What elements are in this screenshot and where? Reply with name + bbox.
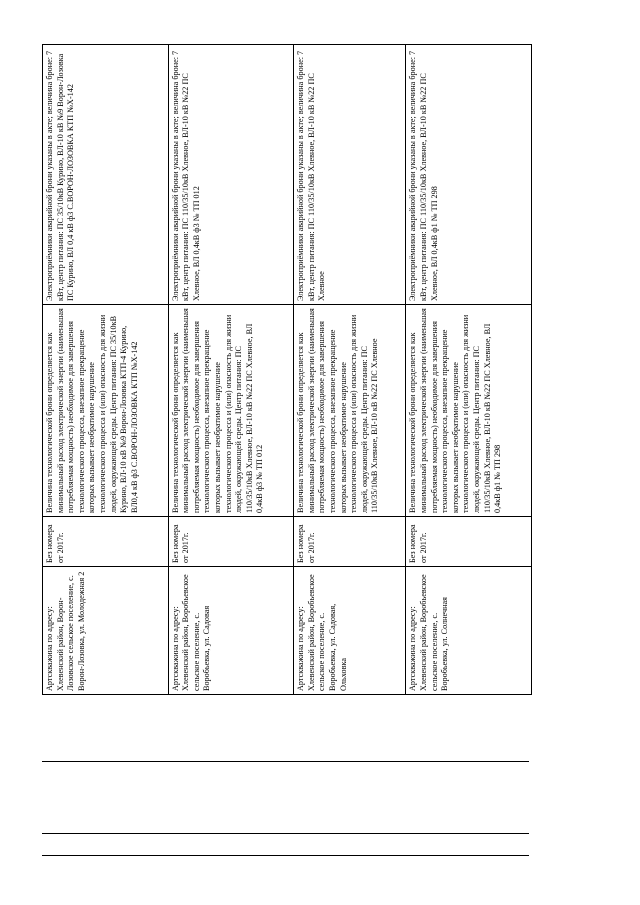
table-row: [406, 45, 532, 695]
divider-line: [42, 761, 529, 762]
emergency-reserve-cell: Электроприёмники аварийной брони указаны в акте; величина броне: 7 кВт, центр питания: ПС 110/35/10кВ Хлевное, ВЛ-10 кВ №22 ПС Хлевное: [294, 45, 406, 305]
table-row: [168, 45, 294, 695]
rotated-table-wrapper: [42, 45, 532, 695]
table-row: [43, 45, 169, 695]
act-number-cell: Без номера от 2017г.: [43, 517, 169, 567]
tech-reserve-cell: Величина технологической брони определяется как минимальный расход электрической энергии (наименьшая потребляемая мощность) необходимое для завершения технологического процесса, внезапное прекращение которых вызывает необратимое нарушение технологического процесса и (или) опасность для жизни людей, окружающей среды. Центр питания: ПС 110/35/10кВ Хлевное, ВЛ-10 кВ №22 ПС Хлевное: [294, 305, 406, 517]
act-number-cell: Без номера от 2017г.: [168, 517, 294, 567]
act-number-cell: Без номера от 2017г.: [406, 517, 532, 567]
emergency-reserve-cell: Электроприёмники аварийной брони указаны в акте; величина броне: 7 кВт, центр питания: ПС 35/10кВ Курино, ВЛ-10 кВ №9 Ворон-Лозовка ПС Курино, ВЛ 0,4 кВ ф3 С.ВОРОН-ЛОЗОВКА КТП №Х-142: [43, 45, 169, 305]
address-cell: Артскважина по адресу: Хлевенский район, Воробьевское сельское поселение, с. Воробьевка, ул. Садовая, Ольховка: [294, 567, 406, 695]
emergency-reserve-cell: Электроприёмники аварийной брони указаны в акте; величина броне: 7 кВт, центр питания: ПС 110/35/10кВ Хлевное, ВЛ-10 кВ №22 ПС Хлевное, ВЛ 0,4кВ ф1 № ТП 298: [406, 45, 532, 305]
reservation-table: [42, 44, 532, 695]
act-number-cell: Без номера от 2017г.: [294, 517, 406, 567]
table-row: [294, 45, 406, 695]
emergency-reserve-cell: Электроприёмники аварийной брони указаны в акте; величина броне: 7 кВт, центр питания: ПС 110/35/10кВ Хлевное, ВЛ-10 кВ №22 ПС Хлевное, ВЛ 0,4кВ ф3 № ТП 012: [168, 45, 294, 305]
tech-reserve-cell: Величина технологической брони определяется как минимальный расход электрической энергии (наименьшая потребляемая мощность) необходимое для завершения технологического процесса, внезапное прекращение которых вызывает необратимое нарушение технологического процесса и (или) опасность для жизни людей, окружающей среды. Центр питания: ПС 110/35/10кВ Хлевное, ВЛ-10 кВ №22 ПС Хлевное, ВЛ 0,4кВ ф1 № ТП 298: [406, 305, 532, 517]
address-cell: Артскважина по адресу: Хлевенский район, Воробьевское сельское поселение, с. Воробьевка, ул. Садовая: [168, 567, 294, 695]
address-cell: Артскважина по адресу: Хлевенский район, Воробьевское сельское поселение, с. Воробьевка, ул. Солнечная: [406, 567, 532, 695]
tech-reserve-cell: Величина технологической брони определяется как минимальный расход электрической энергии (наименьшая потребляемая мощность) необходимое для завершения технологического процесса, внезапное прекращение которых вызывает необратимое нарушение технологического процесса и (или) опасность для жизни людей, окружающей среды. Центр питания: ПС 110/35/10кВ Хлевное, ВЛ-10 кВ №22 ПС Хлевное, ВЛ 0,4кВ ф3 № ТП 012: [168, 305, 294, 517]
divider-line: [42, 855, 529, 856]
address-cell: Артскважина по адресу: Хлевенский район, Ворон-Лозовское сельское поселение, с. Ворон-Лозовка, ул. Молодежная 2: [43, 567, 169, 695]
tech-reserve-cell: Величина технологической брони определяется как минимальный расход электрической энергии (наименьшая потребляемая мощность) необходимое для завершения технологического процесса, внезапное прекращение которых вызывает необратимое нарушение технологического процесса и (или) опасность для жизни людей, окружающей среды. Центр питания: ПС 35/10кВ Курино, ВЛ-10 кВ №9 Ворон-Лозовка КТП-4 Курино, ВЛ0,4 кВ ф3 С.ВОРОН-ЛОЗОВКА КТП №Х-142: [43, 305, 169, 517]
divider-line: [42, 833, 529, 834]
